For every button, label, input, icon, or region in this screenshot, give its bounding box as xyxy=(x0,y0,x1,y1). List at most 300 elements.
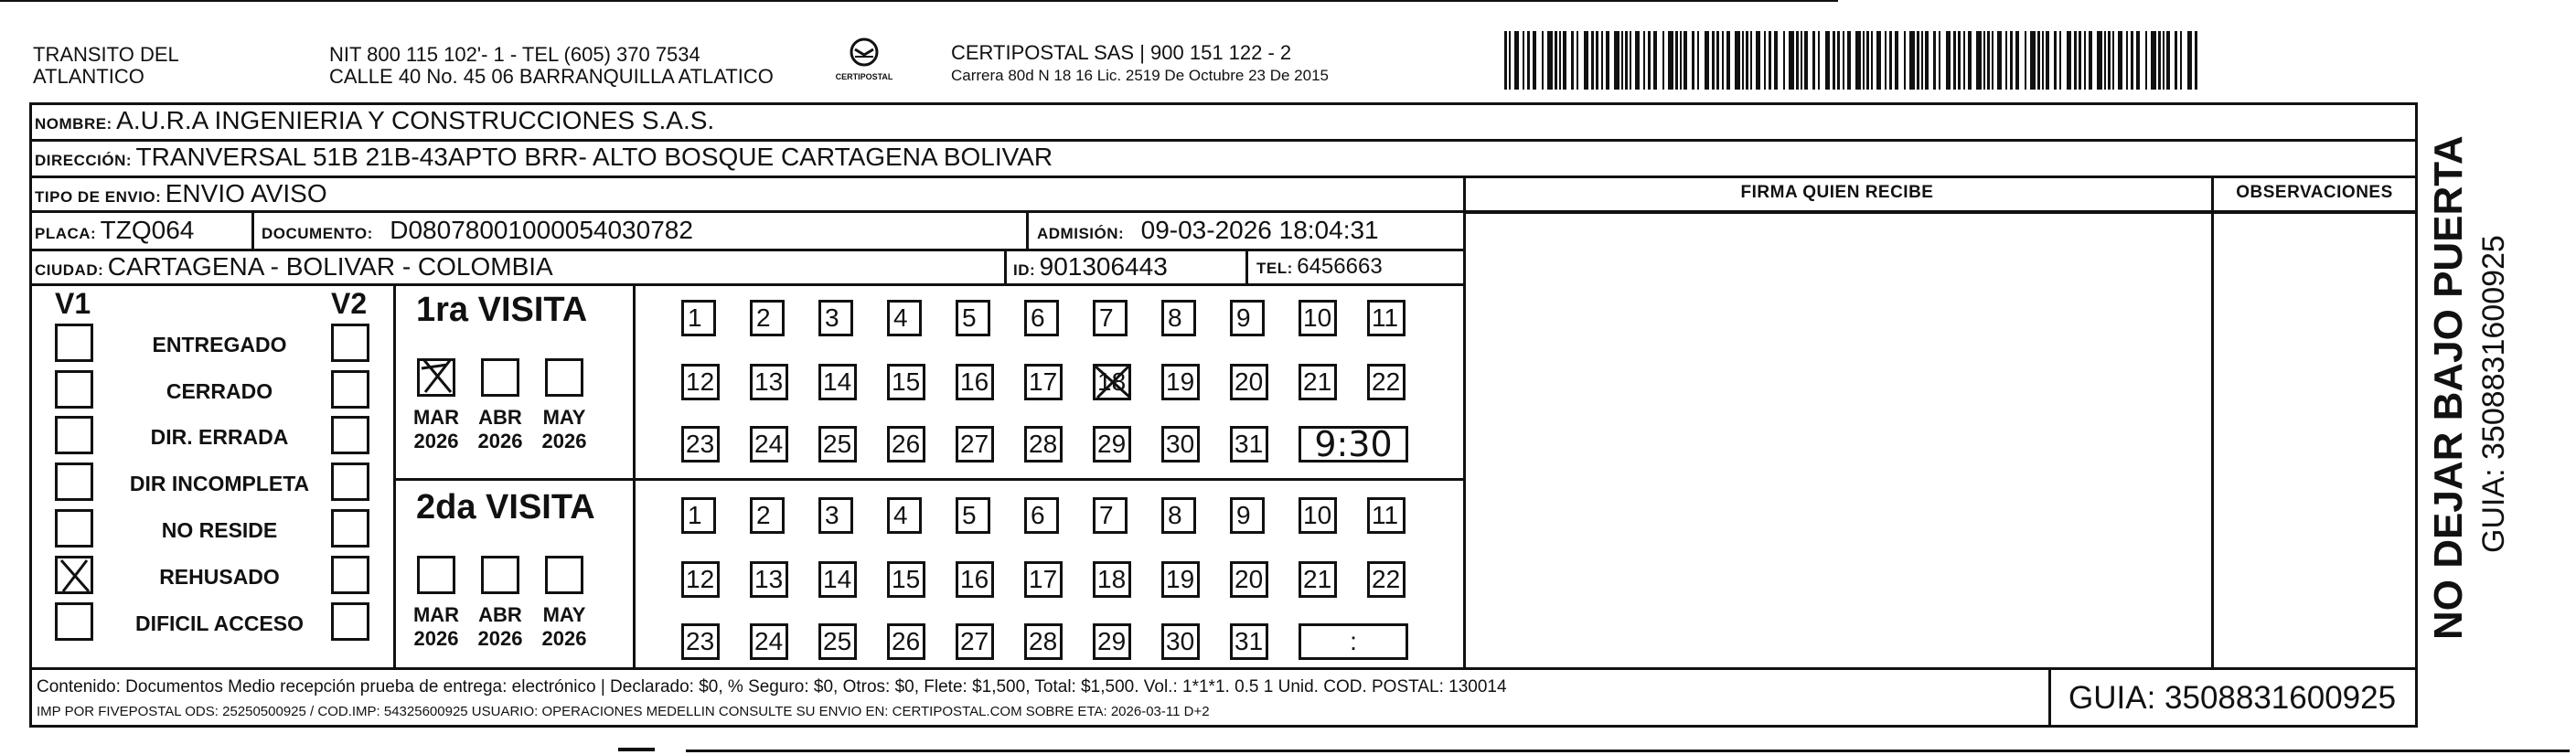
direccion-value: TRANVERSAL 51B 21B-43APTO BRR- ALTO BOSQUE CARTAGENA BOLIVAR xyxy=(135,143,1053,171)
barcode-bar xyxy=(1735,31,1740,90)
row-line xyxy=(29,175,2418,178)
barcode-bar xyxy=(1958,31,1961,90)
barcode-bar xyxy=(1746,31,1748,90)
v2-checkbox-entregado[interactable] xyxy=(331,324,369,362)
frame-left xyxy=(29,102,32,728)
status-label: DIR INCOMPLETA xyxy=(129,472,310,495)
v2-checkbox-cerrado[interactable] xyxy=(331,370,369,409)
barcode-bar xyxy=(2084,31,2086,90)
barcode-bar xyxy=(2042,31,2044,90)
admision-cell xyxy=(1037,216,1379,245)
day-box-28[interactable]: 28 xyxy=(1024,623,1063,660)
day-box-26[interactable]: 26 xyxy=(887,623,925,660)
barcode-bar xyxy=(1527,31,1530,90)
barcode-bar xyxy=(1601,31,1603,90)
barcode-bar xyxy=(1769,31,1771,90)
barcode-bar xyxy=(1976,31,1982,90)
barcode-bar xyxy=(1876,31,1881,90)
barcode-bar xyxy=(1921,31,1923,90)
v2-checkbox-dir-incompleta[interactable] xyxy=(331,463,369,501)
barcode-bar xyxy=(2074,31,2077,90)
barcode-bar xyxy=(1533,31,1536,90)
day-box-27[interactable]: 27 xyxy=(956,623,994,660)
day-box-20[interactable]: 20 xyxy=(1230,364,1268,400)
barcode-bar xyxy=(2054,31,2057,90)
barcode-bar xyxy=(2030,31,2036,90)
barcode-bar xyxy=(2151,31,2156,90)
documento-cell xyxy=(262,216,693,245)
barcode-bar xyxy=(2059,31,2061,90)
day-box-1[interactable]: 1 xyxy=(681,300,716,336)
barcode-bar xyxy=(1863,31,1865,90)
id-label: ID: xyxy=(1013,261,1036,279)
day-box-24[interactable]: 24 xyxy=(750,426,788,463)
month-label xyxy=(468,603,532,651)
barcode-bar xyxy=(1643,31,1645,90)
barcode-bar xyxy=(1559,31,1561,90)
barcode-bar xyxy=(1692,31,1694,90)
day-box-11[interactable]: 11 xyxy=(1367,300,1406,336)
barcode-bar xyxy=(1547,31,1553,90)
barcode-bar xyxy=(1933,31,1936,90)
barcode-bar xyxy=(1885,31,1887,90)
day-box-22[interactable]: 22 xyxy=(1367,561,1406,598)
courier-info xyxy=(951,42,1329,85)
visit-separator xyxy=(393,478,1465,481)
barcode-bar xyxy=(1523,31,1524,90)
barcode-bar xyxy=(2010,31,2013,90)
v1-checkbox-dificil-acceso[interactable] xyxy=(55,602,93,641)
nombre-row xyxy=(35,106,714,135)
month-year: 2026 xyxy=(413,627,459,650)
status-label: NO RESIDE xyxy=(161,518,278,542)
day-box-29[interactable]: 29 xyxy=(1093,623,1131,660)
barcode-bar xyxy=(2180,31,2182,90)
barcode-bar xyxy=(2175,31,2177,90)
day-box-31[interactable]: 31 xyxy=(1230,426,1268,463)
day-box-4[interactable]: 4 xyxy=(887,497,922,534)
v2-checkbox-no-reside[interactable] xyxy=(331,509,369,548)
id-value: 901306443 xyxy=(1039,252,1168,281)
barcode-bar xyxy=(1742,31,1744,90)
barcode-bar xyxy=(1756,31,1760,90)
day-box-21[interactable]: 21 xyxy=(1299,364,1337,400)
day-box-29[interactable]: 29 xyxy=(1093,426,1131,463)
issuer-line-2: ATLANTICO xyxy=(33,65,144,88)
barcode-bar xyxy=(1812,31,1815,90)
documento-value: D08078001000054030782 xyxy=(390,216,693,244)
barcode-bar xyxy=(1963,31,1965,90)
day-box-7[interactable]: 7 xyxy=(1093,300,1128,336)
status-label: DIFICIL ACCESO xyxy=(134,611,304,635)
documento-label: DOCUMENTO: xyxy=(262,225,373,242)
barcode-bar xyxy=(2079,31,2081,90)
issuer-name xyxy=(33,44,179,88)
barcode-bar xyxy=(1909,31,1915,90)
day-box-28[interactable]: 28 xyxy=(1024,426,1063,463)
barcode-bar xyxy=(1917,31,1919,90)
barcode-bar xyxy=(1925,31,1929,90)
day-box-10[interactable]: 10 xyxy=(1299,300,1337,336)
barcode-bar xyxy=(1509,31,1511,90)
col-line xyxy=(2048,669,2051,726)
month-name: MAY xyxy=(542,406,586,429)
day-box-2[interactable]: 2 xyxy=(750,300,785,336)
nit-line: NIT 800 115 102'- 1 - TEL (605) 370 7534 xyxy=(329,43,700,66)
barcode-bar xyxy=(1621,31,1623,90)
placa-label: PLACA: xyxy=(35,225,97,242)
status-divider xyxy=(393,283,396,667)
barcode-bar xyxy=(1648,31,1651,90)
day-box-30[interactable]: 30 xyxy=(1161,623,1200,660)
day-box-16[interactable]: 16 xyxy=(956,364,994,400)
barcode-bar xyxy=(2005,31,2007,90)
month-checkbox-abr[interactable] xyxy=(481,358,519,397)
barcode-bar xyxy=(1796,31,1799,90)
status-label: DIR. ERRADA xyxy=(150,425,289,449)
day-box-19[interactable]: 19 xyxy=(1161,364,1200,400)
month-label xyxy=(532,406,596,453)
day-box-1[interactable]: 1 xyxy=(681,497,716,534)
barcode-bar xyxy=(1591,31,1594,90)
frame-bottom xyxy=(29,725,2418,728)
barcode-bar xyxy=(2089,31,2092,90)
barcode-bar xyxy=(1983,31,1985,90)
month-checkbox-mar[interactable] xyxy=(417,358,455,397)
day-box-6[interactable]: 6 xyxy=(1024,300,1059,336)
barcode-bar xyxy=(1825,31,1830,90)
placa-value: TZQ064 xyxy=(100,216,195,244)
barcode-bar xyxy=(1764,31,1766,90)
barcode-bar xyxy=(1635,31,1640,90)
frame-top xyxy=(29,102,2418,105)
barcode-bar xyxy=(2025,31,2026,90)
day-box-15[interactable]: 15 xyxy=(887,561,925,598)
month-year: 2026 xyxy=(413,430,459,452)
certipostal-logo xyxy=(834,37,894,81)
day-box-9[interactable]: 9 xyxy=(1230,497,1265,534)
day-box-23[interactable]: 23 xyxy=(681,426,720,463)
barcode-bar xyxy=(2015,31,2019,90)
month-name: ABR xyxy=(478,603,522,626)
v2-checkbox-dir-errada[interactable] xyxy=(331,416,369,454)
day-box-2[interactable]: 2 xyxy=(750,497,785,534)
day-box-5[interactable]: 5 xyxy=(956,497,990,534)
cross-mark-icon xyxy=(1094,363,1134,401)
month-year: 2026 xyxy=(541,430,587,452)
barcode-bar xyxy=(2104,31,2106,90)
v2-header: V2 xyxy=(331,287,368,320)
barcode-bar xyxy=(2166,31,2170,90)
v1-checkbox-rehusado[interactable] xyxy=(55,556,93,594)
day-box-3[interactable]: 3 xyxy=(818,497,853,534)
visit-time-box[interactable]: 9:30 xyxy=(1299,426,1408,463)
barcode-bar xyxy=(1904,31,1906,90)
day-box-17[interactable]: 17 xyxy=(1024,364,1063,400)
barcode-bar xyxy=(2067,31,2071,90)
direccion-label: DIRECCIÓN: xyxy=(35,152,133,169)
barcode-bar xyxy=(1992,31,1993,90)
logo-text: CERTIPOSTAL xyxy=(835,72,893,81)
barcode-bar xyxy=(1939,31,1940,90)
barcode-bar xyxy=(1953,31,1956,90)
barcode-bar xyxy=(1577,31,1578,90)
col-line xyxy=(1463,175,1466,669)
barcode-bar xyxy=(2163,31,2164,90)
barcode-bar xyxy=(1946,31,1951,90)
footer-imp: IMP POR FIVEPOSTAL ODS: 25250500925 / COD.IMP: 54325600925 USUARIO: OPERACIONES MEDELLIN CONSULTE SU ENVIO EN: CERTIPOSTAL.COM SOBRE ETA: 2026-03-11 D+2 xyxy=(37,704,1210,719)
courier-line: CERTIPOSTAL SAS | 900 151 122 - 2 xyxy=(951,41,1292,64)
tel-cell xyxy=(1256,254,1383,280)
no-dejar-bajo-puerta: NO DEJAR BAJO PUERTA xyxy=(2426,135,2471,640)
barcode-bar xyxy=(1833,31,1835,90)
scan-mark xyxy=(618,748,655,751)
barcode-bar xyxy=(1614,31,1619,90)
day-box-10[interactable]: 10 xyxy=(1299,497,1337,534)
day-box-31[interactable]: 31 xyxy=(1230,623,1268,660)
barcode-bar xyxy=(1801,31,1802,90)
barcode-bar xyxy=(2097,31,2102,90)
license-line: Carrera 80d N 18 16 Lic. 2519 De Octubre 23 De 2015 xyxy=(951,67,1329,84)
day-box-12[interactable]: 12 xyxy=(681,561,720,598)
barcode-bar xyxy=(1837,31,1840,90)
barcode-bar xyxy=(1584,31,1588,90)
barcode-bar xyxy=(1683,31,1687,90)
barcode-bar xyxy=(2037,31,2040,90)
month-name: MAR xyxy=(412,406,460,429)
day-box-8[interactable]: 8 xyxy=(1161,300,1196,336)
admision-value: 09-03-2026 18:04:31 xyxy=(1140,216,1379,244)
address-line: CALLE 40 No. 45 06 BARRANQUILLA ATLATICO xyxy=(329,65,774,88)
barcode-bar xyxy=(2195,31,2197,90)
v2-checkbox-dificil-acceso[interactable] xyxy=(331,602,369,641)
day-box-24[interactable]: 24 xyxy=(750,623,788,660)
day-box-19[interactable]: 19 xyxy=(1161,561,1200,598)
visit-time-box[interactable]: : xyxy=(1299,623,1408,660)
logo-icon xyxy=(846,37,882,68)
barcode-bar xyxy=(1697,31,1699,90)
barcode-bar xyxy=(1843,31,1844,90)
day-box-17[interactable]: 17 xyxy=(1024,561,1063,598)
col-line xyxy=(2211,175,2214,669)
day-box-4[interactable]: 4 xyxy=(887,300,922,336)
cell-divider xyxy=(1026,210,1029,249)
id-cell xyxy=(1013,252,1168,282)
day-box-12[interactable]: 12 xyxy=(681,364,720,400)
row-line xyxy=(29,283,1465,286)
barcode-bar xyxy=(2158,31,2161,90)
month-name: MAR xyxy=(412,603,460,626)
day-box-5[interactable]: 5 xyxy=(956,300,990,336)
visit-divider xyxy=(633,283,636,667)
month-label xyxy=(404,406,468,453)
day-box-23[interactable]: 23 xyxy=(681,623,720,660)
month-checkbox-abr[interactable] xyxy=(481,556,519,594)
visit-1-title: 1ra VISITA xyxy=(416,291,588,329)
day-box-9[interactable]: 9 xyxy=(1230,300,1265,336)
barcode-bar xyxy=(1571,31,1574,90)
footer-guia: GUIA: 3508831600925 xyxy=(2068,680,2397,716)
v1-checkbox-entregado[interactable] xyxy=(55,324,93,362)
barcode-bar xyxy=(1680,31,1682,90)
side-guia-number: GUIA: 3508831600925 xyxy=(2476,235,2511,553)
barcode-bar xyxy=(2112,31,2114,90)
barcode-bar xyxy=(1855,31,1861,90)
v1-checkbox-no-reside[interactable] xyxy=(55,509,93,548)
barcode-bar xyxy=(1514,31,1519,90)
day-box-11[interactable]: 11 xyxy=(1367,497,1406,534)
month-name: MAY xyxy=(542,603,586,626)
barcode-bar xyxy=(2145,31,2147,90)
cross-mark-icon xyxy=(58,558,92,593)
barcode-bar xyxy=(1563,31,1566,90)
row-line xyxy=(29,249,1465,251)
v1-checkbox-cerrado[interactable] xyxy=(55,370,93,409)
tipo-label: TIPO DE ENVIO: xyxy=(35,188,162,206)
day-box-30[interactable]: 30 xyxy=(1161,426,1200,463)
month-checkbox-mar[interactable] xyxy=(417,556,455,594)
cell-divider xyxy=(251,210,254,249)
barcode-bar xyxy=(1662,31,1664,90)
status-label: CERRADO xyxy=(166,379,273,403)
day-box-21[interactable]: 21 xyxy=(1299,561,1337,598)
barcode-bar xyxy=(1968,31,1972,90)
row-line xyxy=(29,667,2418,670)
barcode-bar xyxy=(1750,31,1752,90)
barcode-bar xyxy=(1987,31,1990,90)
scan-mark xyxy=(686,750,2570,752)
barcode-bar xyxy=(1726,31,1730,90)
nombre-label: NOMBRE: xyxy=(35,115,112,133)
tel-value: 6456663 xyxy=(1297,254,1383,279)
barcode-bar xyxy=(1847,31,1851,90)
ciudad-label: CIUDAD: xyxy=(35,261,104,279)
cell-divider xyxy=(1245,249,1248,285)
barcode-bar xyxy=(1997,31,2002,90)
cell-divider xyxy=(1004,249,1007,285)
barcode-bar xyxy=(1504,31,1507,90)
nombre-value: A.U.R.A INGENIERIA Y CONSTRUCCIONES S.A.S. xyxy=(116,106,715,134)
placa-cell xyxy=(35,216,194,245)
observaciones-header: OBSERVACIONES xyxy=(2236,183,2393,202)
barcode-bar xyxy=(2046,31,2049,90)
day-box-15[interactable]: 15 xyxy=(887,364,925,400)
status-label: REHUSADO xyxy=(159,565,280,589)
month-year: 2026 xyxy=(541,627,587,650)
barcode-bar xyxy=(1866,31,1869,90)
barcode-bar xyxy=(2126,31,2128,90)
barcode-bar xyxy=(1783,31,1785,90)
barcode xyxy=(1504,31,2208,90)
day-box-25[interactable]: 25 xyxy=(818,623,857,660)
barcode-bar xyxy=(1668,31,1673,90)
barcode-bar xyxy=(1712,31,1715,90)
visit-2-title: 2da VISITA xyxy=(416,488,595,526)
footer-contenido: Contenido: Documentos Medio recepción prueba de entrega: electrónico | Declarado: $0, % Seguro: $0, Otros: $0, Flete: $1,500, Total: $1,500. Vol.: 1*1*1. 0.5 1 Unid. COD. POSTAL: 130014 xyxy=(37,677,1507,697)
ciudad-value: CARTAGENA - BOLIVAR - COLOMBIA xyxy=(107,252,553,281)
barcode-bar xyxy=(1716,31,1719,90)
barcode-bar xyxy=(1625,31,1628,90)
month-label xyxy=(468,406,532,453)
barcode-bar xyxy=(2118,31,2122,90)
day-box-13[interactable]: 13 xyxy=(750,364,788,400)
barcode-bar xyxy=(2136,31,2140,90)
month-label xyxy=(404,603,468,651)
barcode-bar xyxy=(2131,31,2133,90)
day-box-20[interactable]: 20 xyxy=(1230,561,1268,598)
direccion-row xyxy=(35,143,1053,172)
day-box-16[interactable]: 16 xyxy=(956,561,994,598)
barcode-bar xyxy=(1675,31,1678,90)
day-box-14[interactable]: 14 xyxy=(818,364,857,400)
month-checkbox-may[interactable] xyxy=(545,556,583,594)
day-box-22[interactable]: 22 xyxy=(1367,364,1406,400)
barcode-bar xyxy=(1606,31,1609,90)
day-box-3[interactable]: 3 xyxy=(818,300,853,336)
barcode-bar xyxy=(1895,31,1898,90)
barcode-bar xyxy=(1630,31,1631,90)
v2-checkbox-rehusado[interactable] xyxy=(331,556,369,594)
row-line xyxy=(1463,212,2418,214)
issuer-contact xyxy=(329,44,774,88)
day-box-8[interactable]: 8 xyxy=(1161,497,1196,534)
day-box-25[interactable]: 25 xyxy=(818,426,857,463)
barcode-bar xyxy=(2187,31,2192,90)
barcode-bar xyxy=(1722,31,1724,90)
day-box-18[interactable]: 18 xyxy=(1093,561,1131,598)
barcode-bar xyxy=(1542,31,1544,90)
firma-header: FIRMA QUIEN RECIBE xyxy=(1740,183,1934,202)
month-year: 2026 xyxy=(477,627,523,650)
day-box-13[interactable]: 13 xyxy=(750,561,788,598)
admision-label: ADMISIÓN: xyxy=(1037,225,1125,242)
cross-mark-icon xyxy=(420,356,456,398)
month-year: 2026 xyxy=(477,430,523,452)
tipo-row xyxy=(35,179,327,208)
v1-header: V1 xyxy=(55,287,91,320)
barcode-bar xyxy=(1871,31,1873,90)
barcode-bar xyxy=(1889,31,1892,90)
day-box-26[interactable]: 26 xyxy=(887,426,925,463)
barcode-bar xyxy=(1818,31,1820,90)
v1-checkbox-dir-errada[interactable] xyxy=(55,416,93,454)
v1-checkbox-dir-incompleta[interactable] xyxy=(55,463,93,501)
month-name: ABR xyxy=(478,406,522,429)
barcode-bar xyxy=(1774,31,1778,90)
barcode-bar xyxy=(2108,31,2111,90)
day-box-27[interactable]: 27 xyxy=(956,426,994,463)
row-line xyxy=(29,139,2418,142)
day-box-7[interactable]: 7 xyxy=(1093,497,1128,534)
barcode-bar xyxy=(1789,31,1794,90)
scan-edge xyxy=(0,0,1838,2)
barcode-bar xyxy=(1804,31,1808,90)
status-label: ENTREGADO xyxy=(152,333,287,356)
ciudad-cell xyxy=(35,252,553,282)
month-checkbox-may[interactable] xyxy=(545,358,583,397)
day-box-18[interactable]: 18 xyxy=(1093,364,1131,400)
barcode-bar xyxy=(1555,31,1557,90)
tel-label: TEL: xyxy=(1256,260,1293,277)
issuer-line-1: TRANSITO DEL xyxy=(33,43,179,66)
barcode-bar xyxy=(1596,31,1598,90)
day-box-14[interactable]: 14 xyxy=(818,561,857,598)
barcode-bar xyxy=(1705,31,1709,90)
day-box-6[interactable]: 6 xyxy=(1024,497,1059,534)
tipo-value: ENVIO AVISO xyxy=(165,179,327,207)
month-label xyxy=(532,603,596,651)
barcode-bar xyxy=(1653,31,1657,90)
